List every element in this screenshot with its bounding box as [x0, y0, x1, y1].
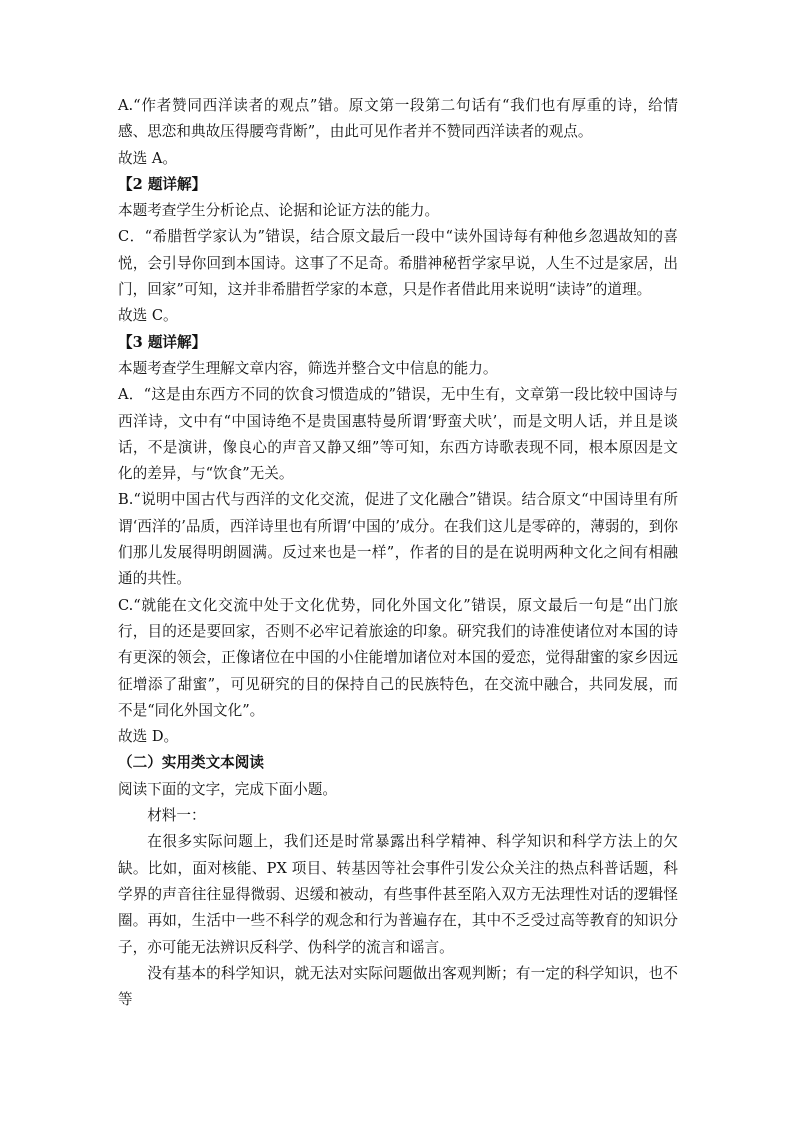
- answer-choice-3: 故选 D。: [118, 728, 179, 746]
- answer-explanation-3-a: A．“这是由东西方不同的饮食习惯造成的”错误，无中生有，文章第一段比较中国诗与西洋诗，文中有“中国诗绝不是贵国惠特曼所谓‘野蛮犬吠’，而是文明人话，并且是谈话，不是演讲，像良心的声音又静又细”等可知，东西方诗歌表现不同，根本原因是文化的差异，与“饮食”无关。: [118, 386, 678, 483]
- answer-explanation-2-c: C．“希腊哲学家认为”错误，结合原文最后一段中“读外国诗每有种他乡忽遇故知的喜悦，会引导你回到本国诗。这事了不足奇。希腊神秘哲学家早说，人生不过是家居，出门，回家”可知，这并非希腊哲学家的本意，只是作者借此用来说明“读诗”的道理。: [118, 228, 678, 299]
- section-heading-q2: 【2 题详解】: [118, 175, 207, 193]
- material-one-paragraph-1: 在很多实际问题上，我们还是时常暴露出科学精神、科学知识和科学方法上的欠缺。比如，面对核能、PX 项目、转基因等社会事件引发公众关注的热点科普话题，科学界的声音往往显得微弱、迟缓和被动，有些事件甚至陷入双方无法理性对话的逻辑怪圈。再如，生活中一些不科学的观念和行为普遍存在，其中不乏受过高等教育的知识分子，亦可能无法辨识反科学、伪科学的流言和谣言。: [118, 833, 678, 956]
- section-heading-q3: 【3 题详解】: [118, 333, 207, 351]
- material-one-paragraph-2: 没有基本的科学知识，就无法对实际问题做出客观判断；有一定的科学知识，也不等: [118, 964, 678, 1009]
- q3-intro: 本题考查学生理解文章内容，筛选并整合文中信息的能力。: [118, 359, 498, 377]
- section-heading-practical-reading: （二）实用类文本阅读: [118, 754, 264, 772]
- answer-explanation-3-c: C.“就能在文化交流中处于文化优势，同化外国文化”错误，原文最后一句是“出门旅行，目的还是要回家，否则不必牢记着旅途的印象。研究我们的诗准使诸位对本国的诗有更深的领会，正像诸位在中国的小住能增加诸位对本国的爱恋，觉得甜蜜的家乡因远征增添了甜蜜”，可见研究的目的保持自己的民族特色，在交流中融合，共同发展，而不是“同化外国文化”。: [118, 596, 678, 719]
- answer-choice-1: 故选 A。: [118, 149, 177, 167]
- document-body: [118, 93, 678, 1013]
- material-one-label: 材料一：: [147, 807, 206, 825]
- reading-instruction: 阅读下面的文字，完成下面小题。: [118, 780, 337, 798]
- answer-explanation-1-a: A.“作者赞同西洋读者的观点”错。原文第一段第二句话有“我们也有厚重的诗，给情感、思恋和典故压得腰弯背断”，由此可见作者并不赞同西洋读者的观点。: [118, 97, 678, 141]
- answer-explanation-3-b: B.“说明中国古代与西洋的文化交流，促进了文化融合”错误。结合原文“中国诗里有所谓‘西洋的’品质，西洋诗里也有所谓‘中国的’成分。在我们这儿是零碎的，薄弱的，到你们那儿发展得明朗圆满。反过来也是一样”，作者的目的是在说明两种文化之间有相融通的共性。: [118, 491, 678, 588]
- q2-intro: 本题考查学生分析论点、论据和论证方法的能力。: [118, 202, 440, 220]
- answer-choice-2: 故选 C。: [118, 307, 178, 325]
